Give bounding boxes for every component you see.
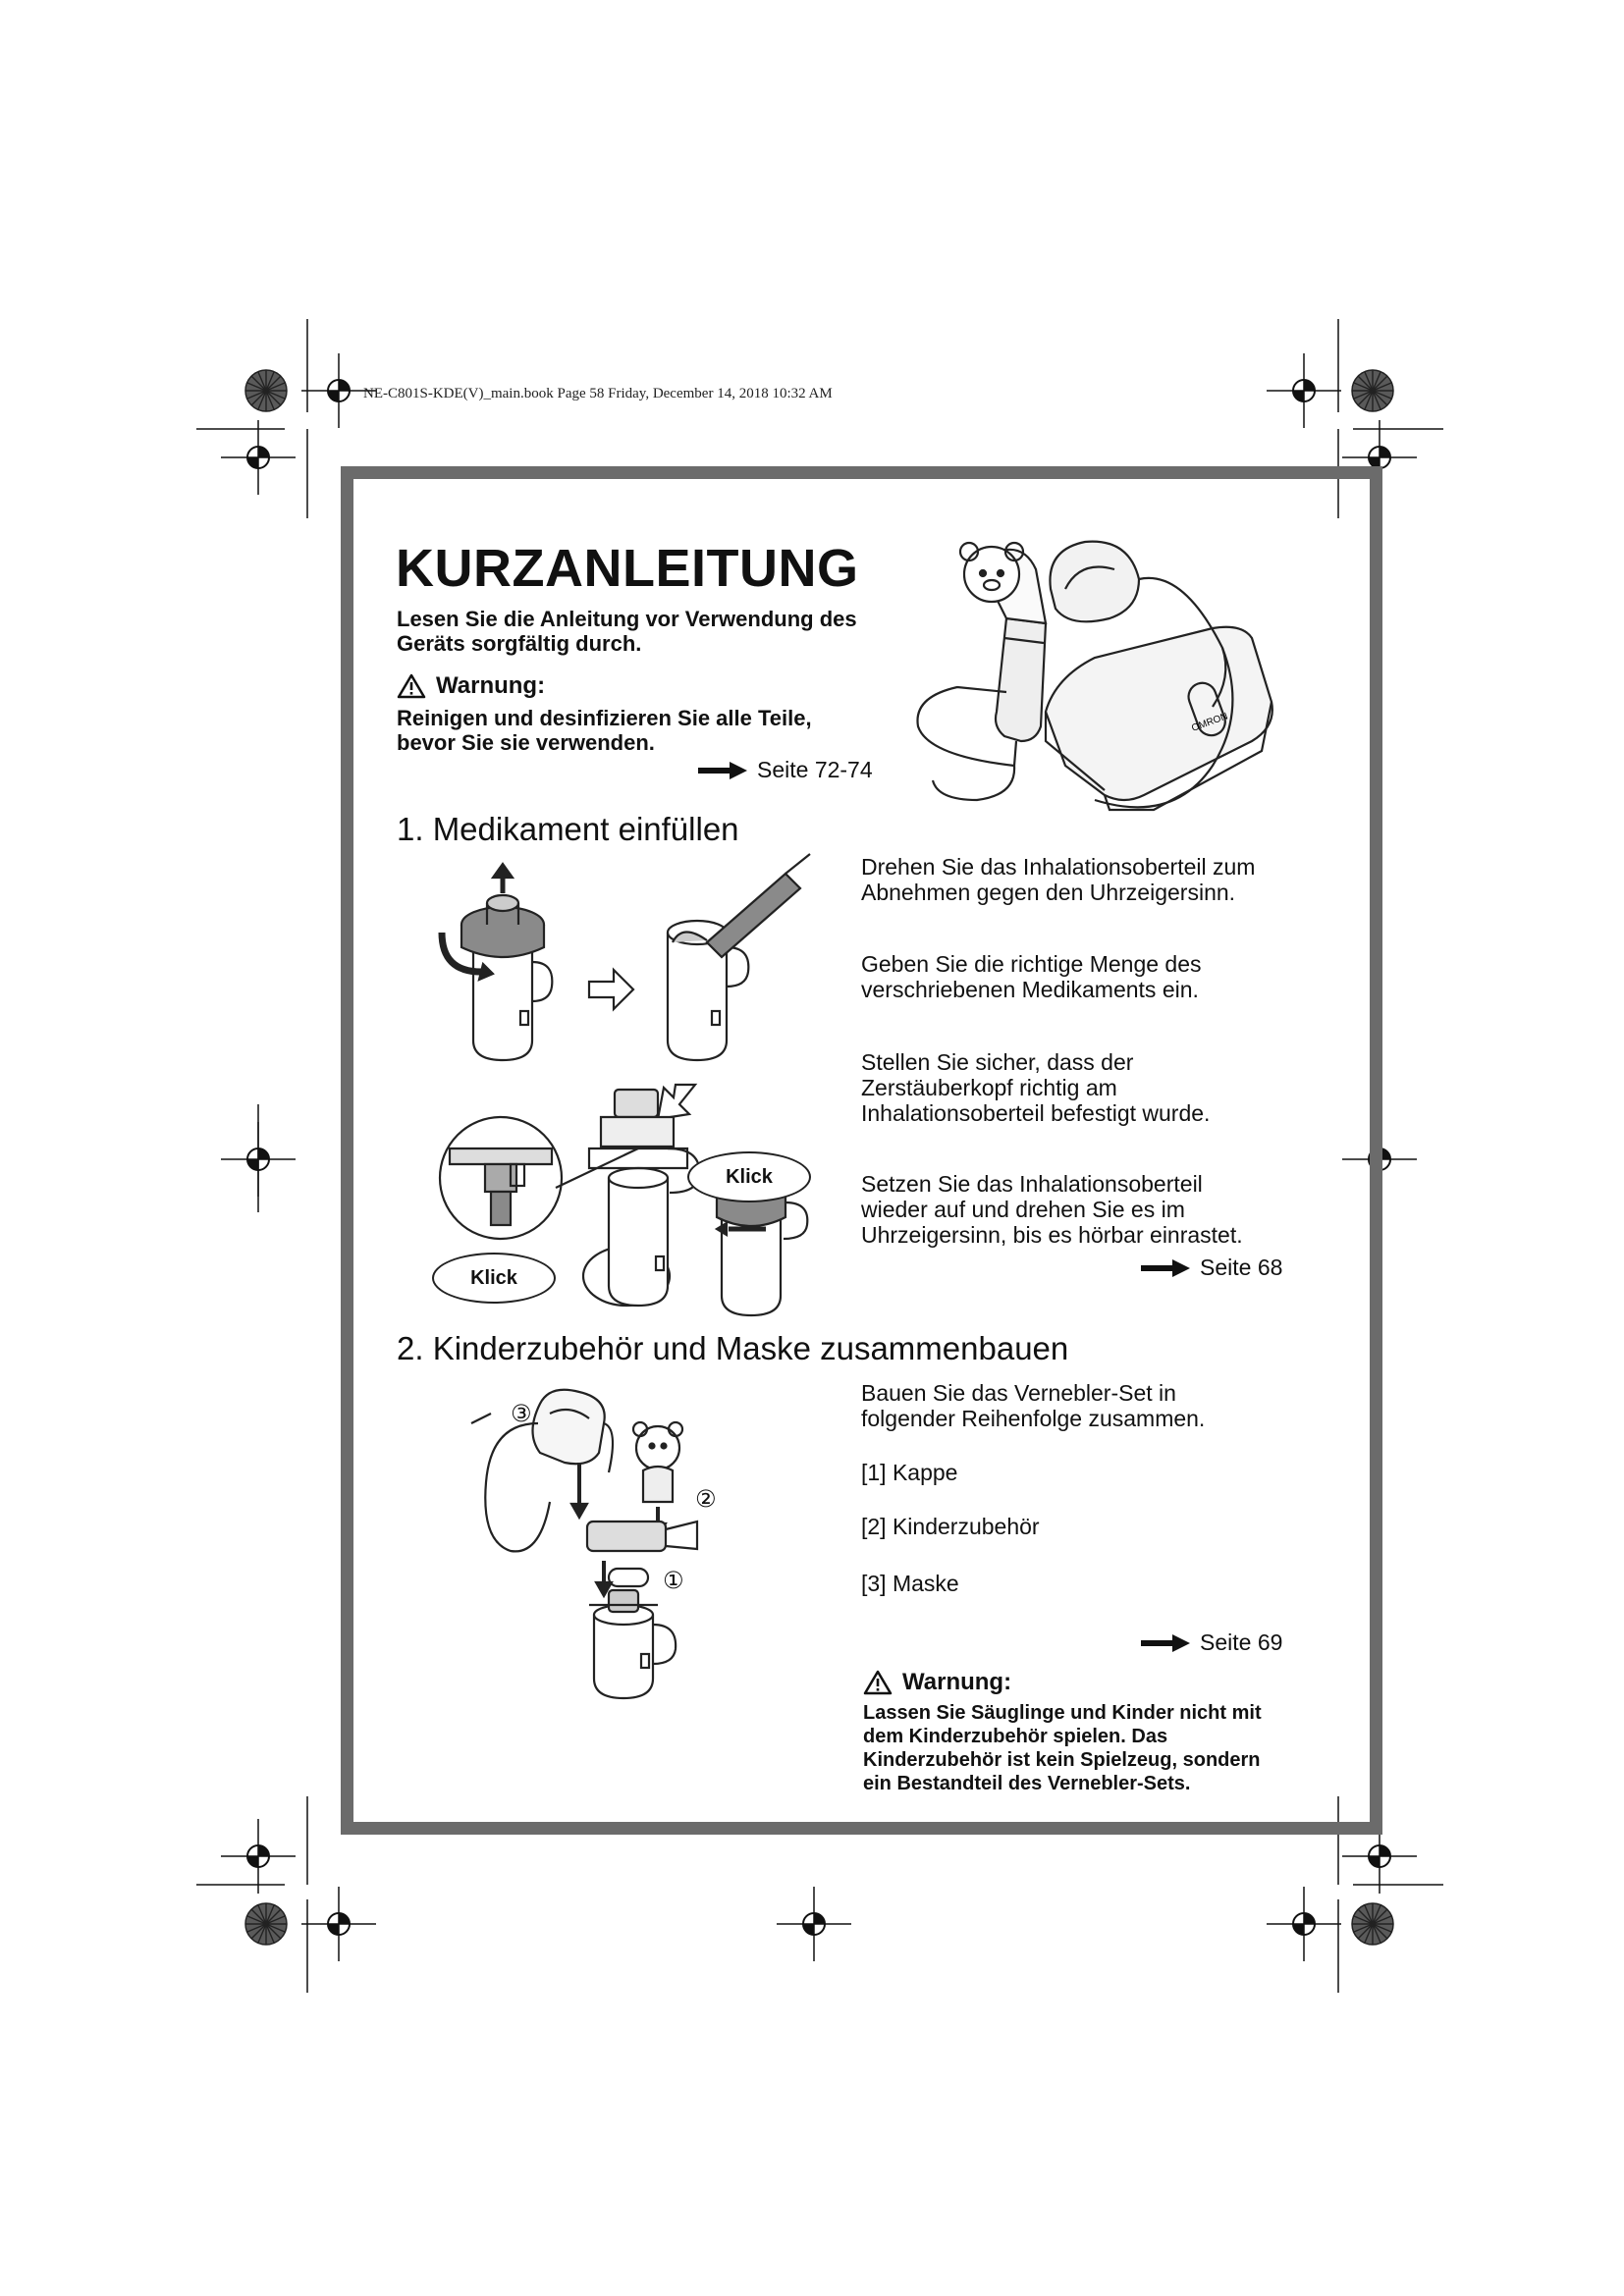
- page-reference[interactable]: [1141, 1629, 1282, 1656]
- step-line: Setzen Sie das Inhalationsoberteil: [861, 1171, 1203, 1197]
- step-text: [861, 854, 1255, 905]
- step-marker: ③: [511, 1400, 532, 1427]
- section-heading: 2. Kinderzubehör und Maske zusammenbauen: [397, 1330, 1069, 1366]
- nebulizer-device-illustration: [898, 530, 1291, 810]
- page-reference[interactable]: [698, 757, 873, 783]
- print-header: NE-C801S-KDE(V)_main.book Page 58 Friday, December 14, 2018 10:32 AM: [363, 386, 833, 401]
- warning-line: Kinderzubehör ist kein Spielzeug, sondern: [863, 1749, 1261, 1771]
- registration-mark-icon: [301, 1887, 376, 1961]
- section-intro: [861, 1380, 1205, 1431]
- step-line: Zerstäuberkopf richtig am: [861, 1075, 1117, 1100]
- arrow-right-icon: [1141, 1259, 1190, 1277]
- klick-label: Klick: [726, 1165, 773, 1188]
- registration-mark-icon: [777, 1887, 851, 1961]
- registration-mark-icon: [1267, 353, 1341, 428]
- step-marker: ①: [663, 1567, 684, 1594]
- warning-line: dem Kinderzubehör spielen. Das: [863, 1726, 1168, 1747]
- assembly-illustration: [471, 1384, 766, 1777]
- warning-heading: [863, 1669, 1011, 1696]
- warning-text: [397, 706, 812, 755]
- step-line: Geben Sie die richtige Menge des: [861, 951, 1202, 977]
- intro-line: Bauen Sie das Vernebler-Set in: [861, 1380, 1176, 1406]
- page-title: KURZANLEITUNG: [396, 539, 859, 598]
- warning-heading: [397, 672, 545, 700]
- step-text: [861, 1171, 1243, 1248]
- page-reference-label: Seite 72-74: [757, 757, 873, 782]
- warning-line: Reinigen und desinfizieren Sie alle Teile,: [397, 706, 812, 730]
- step-line: verschriebenen Medikaments ein.: [861, 977, 1199, 1002]
- intro-line: folgender Reihenfolge zusammen.: [861, 1406, 1206, 1431]
- intro-line: Lesen Sie die Anleitung vor Verwendung des: [397, 607, 857, 631]
- step-text: [861, 1049, 1210, 1126]
- step-line: Uhrzeigersinn, bis es hörbar einrastet.: [861, 1222, 1243, 1248]
- color-target-icon: [1352, 370, 1393, 411]
- warning-triangle-icon: [863, 1670, 893, 1695]
- intro-line: Geräts sorgfältig durch.: [397, 631, 642, 656]
- arrow-right-icon: [698, 762, 747, 779]
- step-line: Inhalationsoberteil befestigt wurde.: [861, 1100, 1211, 1126]
- arrow-right-icon: [1141, 1634, 1190, 1652]
- step-marker: ②: [695, 1485, 717, 1513]
- step-line: Abnehmen gegen den Uhrzeigersinn.: [861, 880, 1236, 905]
- page-reference[interactable]: [1141, 1255, 1282, 1281]
- assembly-item: [3] Maske: [861, 1571, 959, 1596]
- warning-label: Warnung:: [902, 1669, 1012, 1695]
- klick-bubble: [687, 1151, 811, 1202]
- klick-bubble: [432, 1253, 556, 1304]
- warning-line: bevor Sie sie verwenden.: [397, 730, 655, 755]
- device-brand: OMRON: [1190, 711, 1230, 734]
- page-reference-label: Seite 69: [1200, 1629, 1283, 1655]
- step-text: [861, 951, 1202, 1002]
- section-heading: 1. Medikament einfüllen: [397, 811, 739, 847]
- color-target-icon: [245, 1903, 287, 1945]
- step-line: wieder auf und drehen Sie es im: [861, 1197, 1185, 1222]
- warning-line: ein Bestandteil des Vernebler-Sets.: [863, 1773, 1191, 1794]
- registration-mark-icon: [221, 1819, 296, 1894]
- step-line: Drehen Sie das Inhalationsoberteil zum: [861, 854, 1256, 880]
- warning-triangle-icon: [397, 673, 426, 699]
- warning-line: Lassen Sie Säuglinge und Kinder nicht mit: [863, 1702, 1262, 1724]
- registration-mark-icon: [1267, 1887, 1341, 1961]
- assembly-item: [2] Kinderzubehör: [861, 1514, 1040, 1539]
- intro-text: [397, 607, 897, 656]
- color-target-icon: [1352, 1903, 1393, 1945]
- warning-label: Warnung:: [436, 672, 546, 699]
- fill-medication-illustration: [422, 864, 815, 1315]
- klick-label: Klick: [470, 1266, 517, 1289]
- step-line: Stellen Sie sicher, dass der: [861, 1049, 1134, 1075]
- registration-mark-icon: [221, 420, 296, 495]
- color-target-icon: [245, 370, 287, 411]
- warning-text: [863, 1701, 1262, 1795]
- assembly-item: [1] Kappe: [861, 1460, 958, 1485]
- page-reference-label: Seite 68: [1200, 1255, 1283, 1280]
